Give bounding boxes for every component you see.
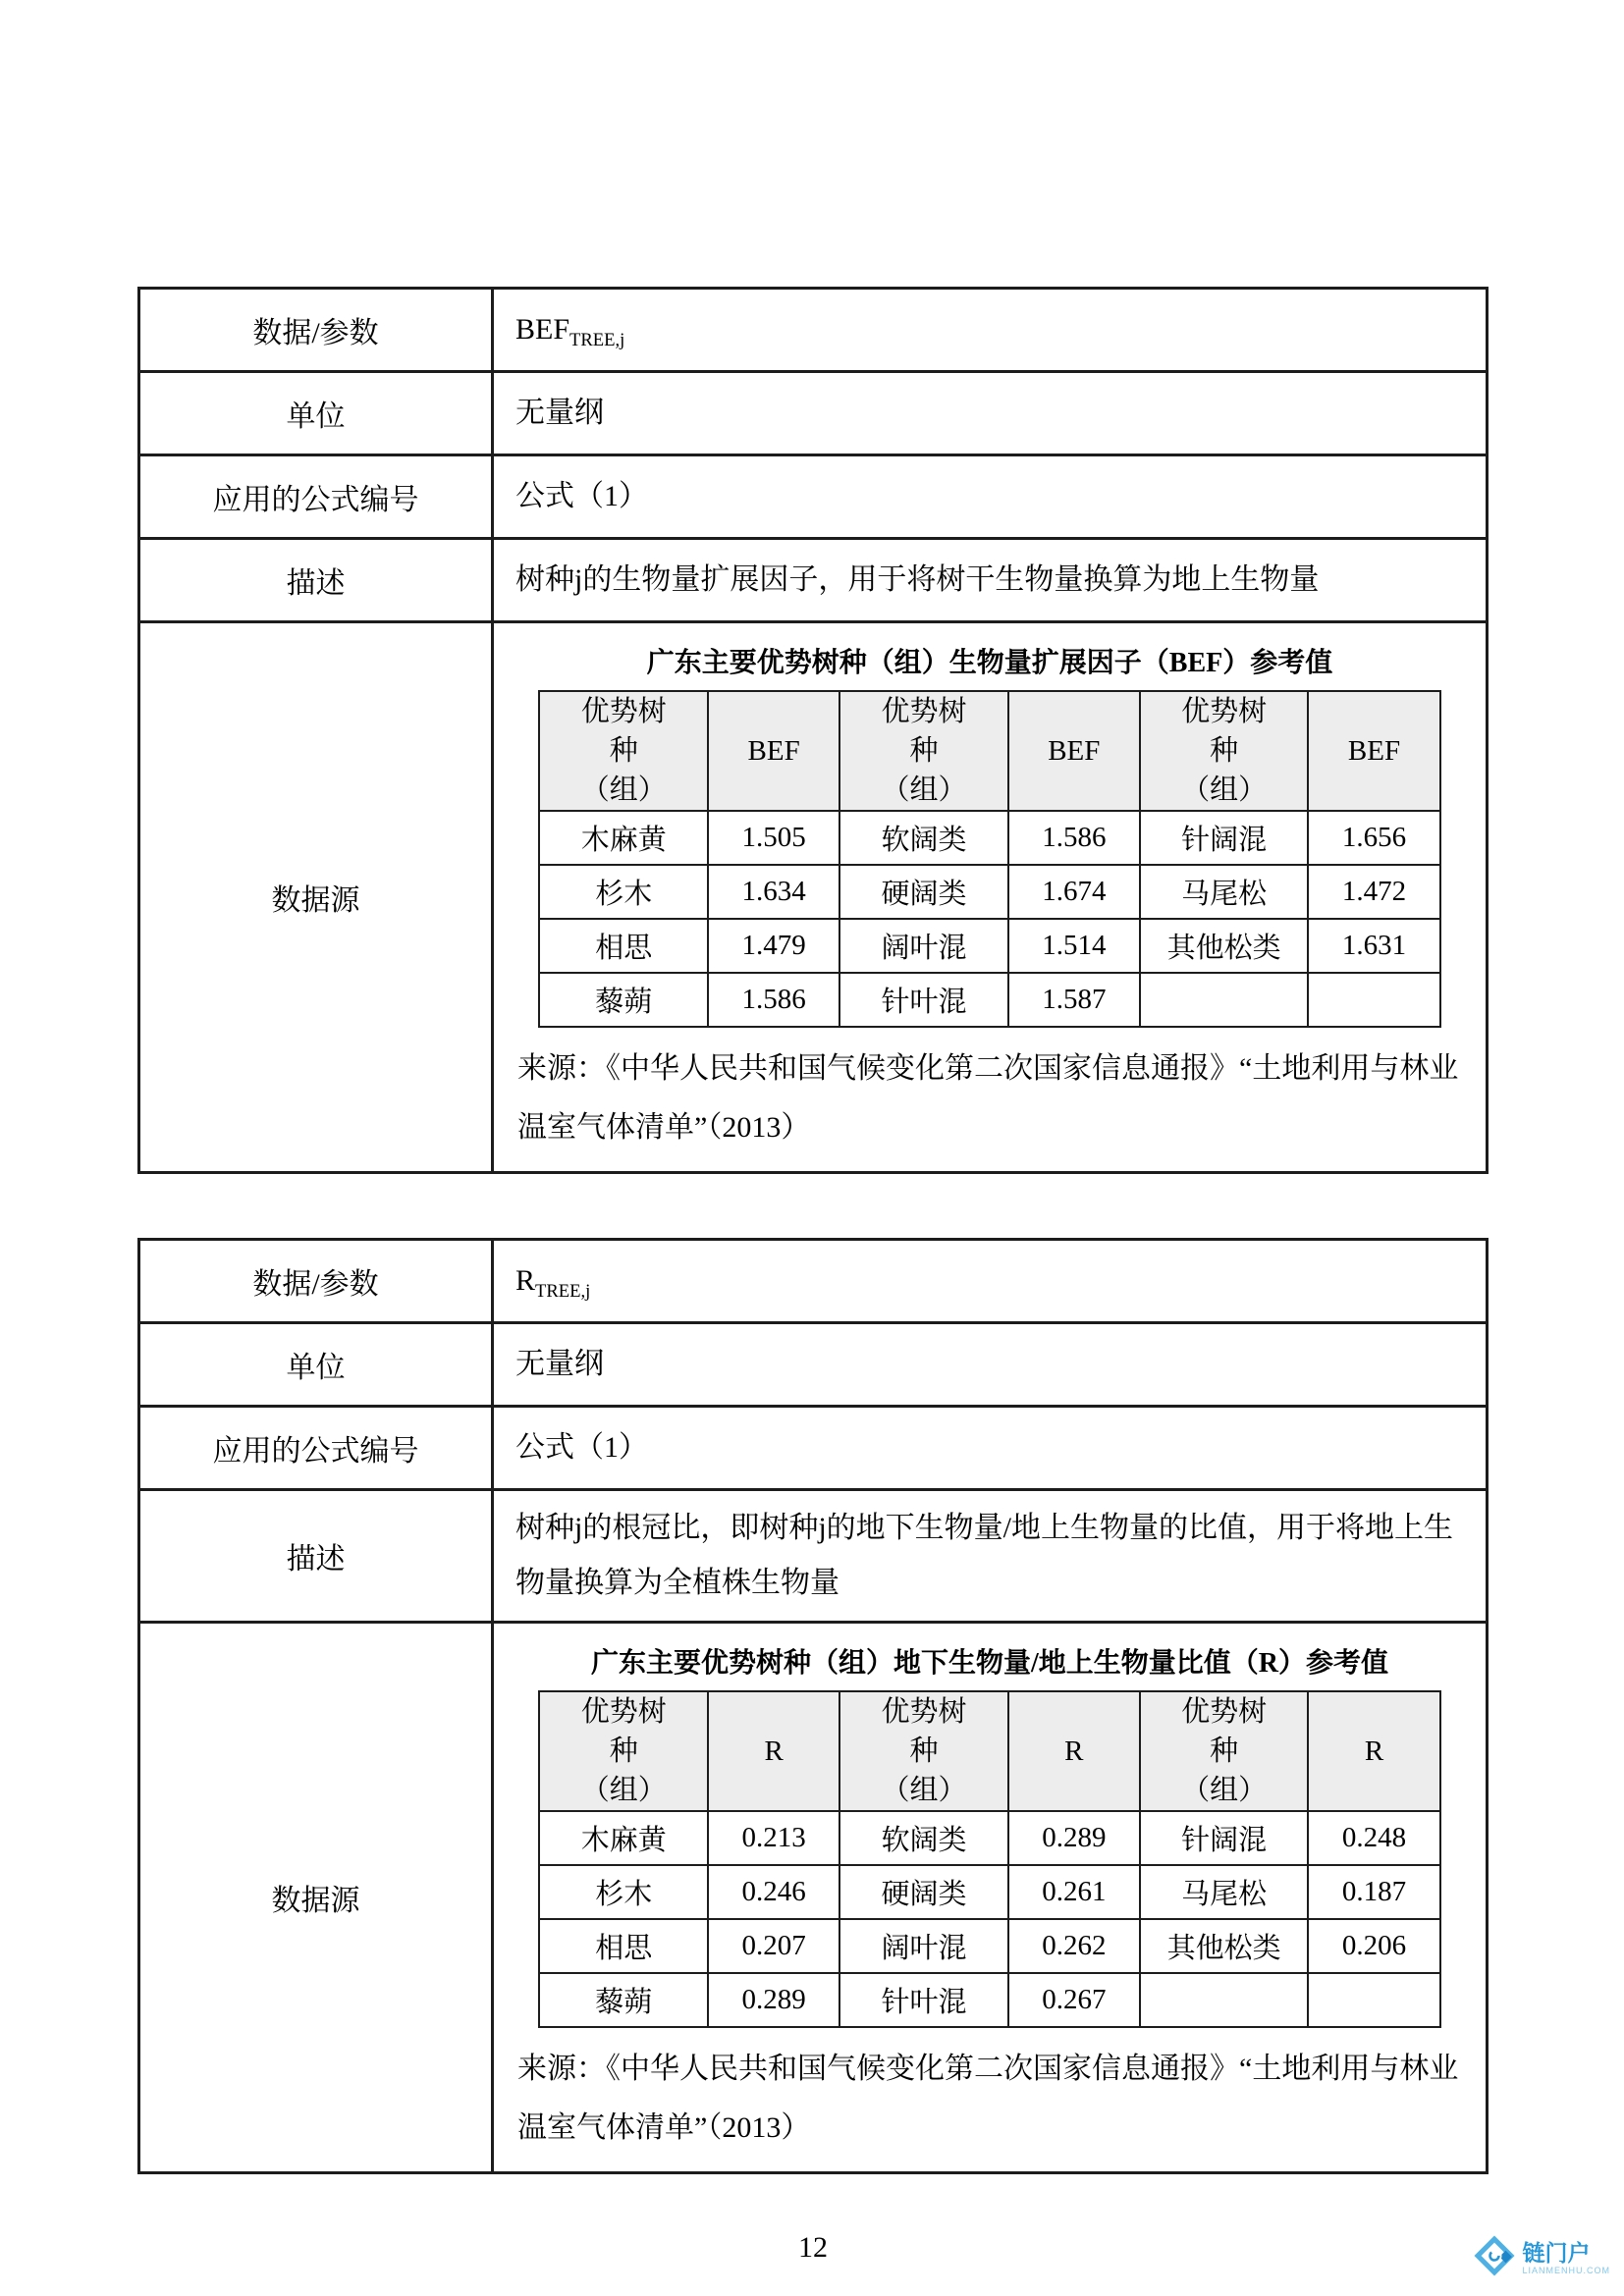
page-number: 12: [798, 2231, 828, 2264]
species-header-cell: 优势树种（组）: [839, 691, 1008, 811]
value-cell: 1.674: [1008, 865, 1140, 919]
species-cell: 硬阔类: [839, 1865, 1008, 1919]
bef-reference-table: [538, 690, 1440, 1028]
parameter-table-bef: [137, 287, 1489, 1174]
lianmenhu-logo-icon: [1473, 2234, 1516, 2282]
value-header-cell: R: [1308, 1691, 1439, 1811]
species-cell: 马尾松: [1140, 1865, 1309, 1919]
value-cell: [1308, 973, 1439, 1027]
species-cell: 阔叶混: [839, 1919, 1008, 1973]
param-value: [493, 289, 1488, 372]
value-cell: 0.246: [708, 1865, 839, 1919]
datasource-content: [493, 622, 1488, 1173]
formula-row: [139, 455, 1488, 539]
value-cell: 1.631: [1308, 919, 1439, 973]
row-label: 描述: [139, 539, 493, 622]
datasource-row: [139, 1623, 1488, 2173]
value-cell: 1.479: [708, 919, 839, 973]
species-cell: 针叶混: [839, 1973, 1008, 2027]
formula-value: 公式（1）: [493, 1407, 1488, 1490]
value-header-cell: BEF: [1008, 691, 1140, 811]
param-value: [493, 1240, 1488, 1323]
description-row: [139, 1490, 1488, 1623]
value-cell: 0.248: [1308, 1811, 1439, 1865]
datasource-row: [139, 622, 1488, 1173]
species-cell: 马尾松: [1140, 865, 1309, 919]
unit-value: 无量纲: [493, 1323, 1488, 1407]
value-cell: 0.207: [708, 1919, 839, 1973]
species-cell: 其他松类: [1140, 919, 1309, 973]
reference-table-title: 广东主要优势树种（组）地下生物量/地上生物量比值（R）参考值: [590, 1648, 1388, 1679]
value-cell: 1.514: [1008, 919, 1140, 973]
value-cell: [1308, 1973, 1439, 2027]
unit-row: [139, 1323, 1488, 1407]
row-label: 数据/参数: [139, 1240, 493, 1323]
species-header-cell: 优势树种（组）: [539, 1691, 708, 1811]
value-header-cell: R: [708, 1691, 839, 1811]
table-gap: [137, 1174, 1489, 1238]
value-header-cell: BEF: [1308, 691, 1439, 811]
row-label: 数据源: [139, 1623, 493, 2173]
lianmenhu-watermark: [1473, 2234, 1610, 2282]
species-cell: 硬阔类: [839, 865, 1008, 919]
ref-header-row: [539, 691, 1439, 811]
watermark-brand-text: 链门户: [1522, 2239, 1591, 2266]
species-cell: 其他松类: [1140, 1919, 1309, 1973]
species-header-cell: 优势树种（组）: [1140, 1691, 1309, 1811]
species-cell: 软阔类: [839, 1811, 1008, 1865]
species-cell: 针阔混: [1140, 1811, 1309, 1865]
value-cell: 0.187: [1308, 1865, 1439, 1919]
unit-row: [139, 372, 1488, 455]
species-cell: 相思: [539, 919, 708, 973]
watermark-domain-text: LIANMENHU.COM: [1522, 2265, 1610, 2275]
species-header-cell: 优势树种（组）: [539, 691, 708, 811]
param-symbol: BEF: [515, 313, 570, 346]
row-label: 单位: [139, 372, 493, 455]
ref-table-row: [539, 973, 1439, 1027]
species-cell: 杉木: [539, 1865, 708, 1919]
value-cell: 1.586: [708, 973, 839, 1027]
ref-header-row: [539, 1691, 1439, 1811]
row-label: 数据源: [139, 622, 493, 1173]
species-cell: 软阔类: [839, 811, 1008, 865]
param-symbol-subscript: TREE,j: [535, 1281, 591, 1302]
description-value: 树种j的根冠比，即树种j的地下生物量/地上生物量的比值，用于将地上生物量换算为全植株生物量: [493, 1490, 1488, 1623]
value-cell: 0.262: [1008, 1919, 1140, 1973]
species-cell: [1140, 973, 1309, 1027]
ref-table-row: [539, 1919, 1439, 1973]
value-header-cell: BEF: [708, 691, 839, 811]
param-symbol: R: [515, 1264, 536, 1297]
row-label: 应用的公式编号: [139, 1407, 493, 1490]
value-cell: 1.472: [1308, 865, 1439, 919]
value-header-cell: R: [1008, 1691, 1140, 1811]
value-cell: 0.261: [1008, 1865, 1140, 1919]
value-cell: 1.587: [1008, 973, 1140, 1027]
ref-table-row: [539, 919, 1439, 973]
value-cell: 0.213: [708, 1811, 839, 1865]
species-header-cell: 优势树种（组）: [1140, 691, 1309, 811]
formula-row: [139, 1407, 1488, 1490]
value-cell: 1.505: [708, 811, 839, 865]
param-row: [139, 289, 1488, 372]
source-citation: 来源：《中华人民共和国气候变化第二次国家信息通报》“土地利用与林业温室气体清单”（2013）: [517, 1052, 1459, 1144]
reference-table-title: 广东主要优势树种（组）生物量扩展因子（BEF）参考值: [646, 648, 1333, 678]
document-page: [137, 287, 1489, 2265]
param-symbol-subscript: TREE,j: [569, 330, 625, 350]
species-header-cell: 优势树种（组）: [839, 1691, 1008, 1811]
species-cell: 木麻黄: [539, 1811, 708, 1865]
species-cell: 藜蒴: [539, 1973, 708, 2027]
row-label: 单位: [139, 1323, 493, 1407]
species-cell: 藜蒴: [539, 973, 708, 1027]
value-cell: 1.656: [1308, 811, 1439, 865]
description-row: [139, 539, 1488, 622]
ref-table-row: [539, 1865, 1439, 1919]
datasource-content: [493, 1623, 1488, 2173]
unit-value: 无量纲: [493, 372, 1488, 455]
species-cell: [1140, 1973, 1309, 2027]
ref-table-row: [539, 1811, 1439, 1865]
value-cell: 0.206: [1308, 1919, 1439, 1973]
param-row: [139, 1240, 1488, 1323]
ref-table-row: [539, 1973, 1439, 2027]
row-label: 数据/参数: [139, 289, 493, 372]
description-value: 树种j的生物量扩展因子，用于将树干生物量换算为地上生物量: [493, 539, 1488, 622]
parameter-table-r: [137, 1238, 1489, 2174]
source-citation: 来源：《中华人民共和国气候变化第二次国家信息通报》“土地利用与林业温室气体清单”（2013）: [517, 2053, 1459, 2144]
value-cell: 0.267: [1008, 1973, 1140, 2027]
species-cell: 杉木: [539, 865, 708, 919]
value-cell: 0.289: [1008, 1811, 1140, 1865]
species-cell: 木麻黄: [539, 811, 708, 865]
value-cell: 0.289: [708, 1973, 839, 2027]
species-cell: 阔叶混: [839, 919, 1008, 973]
r-reference-table: [538, 1690, 1440, 2028]
species-cell: 针叶混: [839, 973, 1008, 1027]
value-cell: 1.586: [1008, 811, 1140, 865]
ref-table-row: [539, 811, 1439, 865]
ref-table-row: [539, 865, 1439, 919]
species-cell: 相思: [539, 1919, 708, 1973]
row-label: 应用的公式编号: [139, 455, 493, 539]
formula-value: 公式（1）: [493, 455, 1488, 539]
value-cell: 1.634: [708, 865, 839, 919]
species-cell: 针阔混: [1140, 811, 1309, 865]
row-label: 描述: [139, 1490, 493, 1623]
